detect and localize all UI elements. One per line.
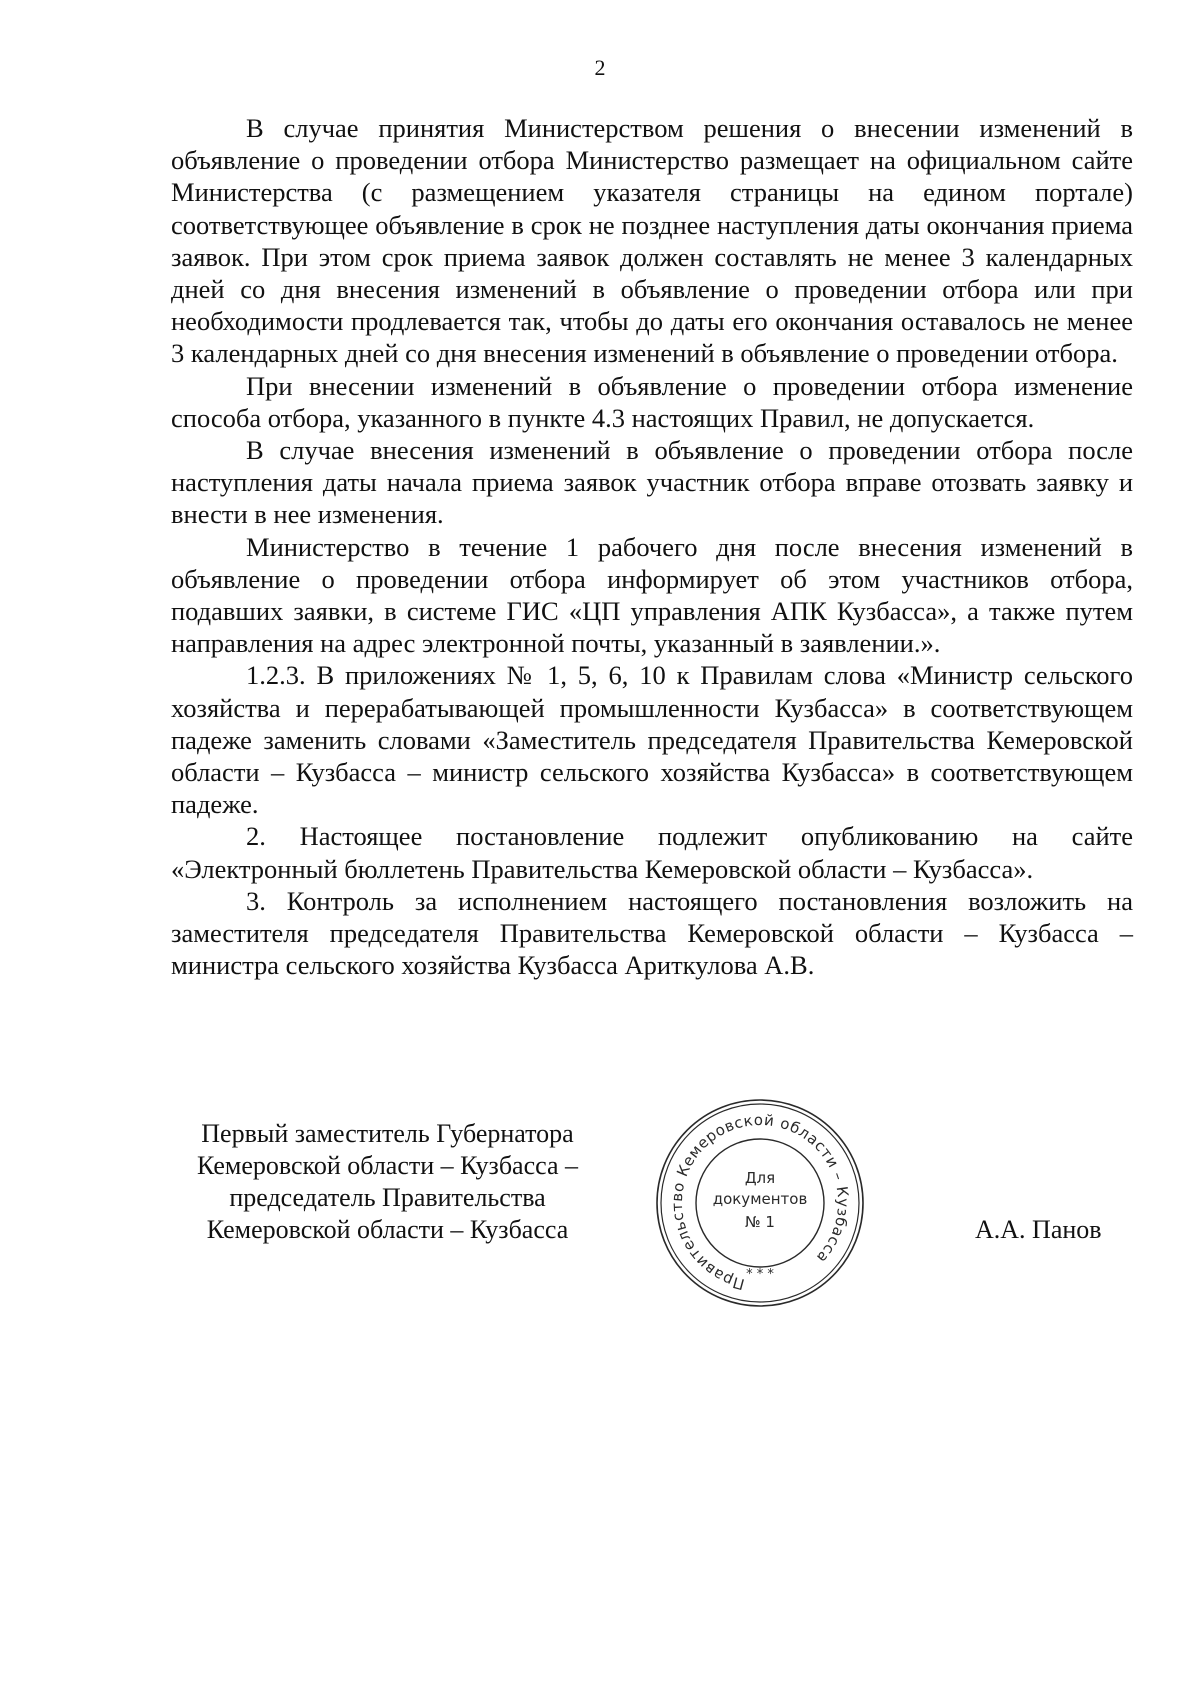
document-body (171, 112, 1133, 981)
seal-center-line: Для (744, 1169, 776, 1187)
official-seal (654, 1097, 866, 1309)
paragraph: Министерство в течение 1 рабочего дня после внесения изменений в объявление о проведении отбора информирует об этом участников отбора, подавших заявки, в системе ГИС «ЦП управления АПК Кузбасса», а также путем направления на адрес электронной почты, указанный в заявлении.». (171, 531, 1133, 659)
page-number: 2 (594, 55, 606, 80)
signer-position (150, 1118, 625, 1246)
paragraph: 1.2.3. В приложениях № 1, 5, 6, 10 к Правилам слова «Министр сельского хозяйства и перерабатывающей промышленности Кузбасса» в соответствующем падеже заменить словами «Заместитель председателя Правительства Кемеровской области – Кузбасса – министр сельского хозяйства Кузбасса» в соответствующем падеже. (171, 660, 1133, 820)
seal-center-line: № 1 (745, 1213, 775, 1231)
seal-ring-text: Правительство Кемеровской области – Кузбасса (667, 1110, 853, 1294)
paragraph: При внесении изменений в объявление о проведении отбора изменение способа отбора, указанного в пункте 4.3 настоящих Правил, не допускается. (171, 370, 1133, 433)
paragraph: В случае внесения изменений в объявление о проведении отбора после наступления даты начала приема заявок участник отбора вправе отозвать заявку и внести в нее изменения. (171, 435, 1133, 530)
seal-center-line: документов (712, 1190, 808, 1208)
paragraph: В случае принятия Министерством решения о внесении изменений в объявление о проведении отбора Министерство размещает на официальном сайте Министерства (с размещением указателя страницы на едином портале) соответствующее объявление в срок не позднее наступления даты окончания приема заявок. При этом срок приема заявок должен составлять не менее 3 календарных дней со дня внесения изменений в объявление о проведении отбора или при необходимости продлевается так, чтобы до даты его окончания оставалось не менее 3 календарных дней со дня внесения изменений в объявление о проведении отбора. (171, 113, 1133, 369)
seal-stars: * * * (746, 1267, 774, 1282)
paragraph: 2. Настоящее постановление подлежит опубликованию на сайте «Электронный бюллетень Правительства Кемеровской области – Кузбасса». (171, 821, 1133, 884)
signer-position-line: председатель Правительства (229, 1183, 546, 1212)
paragraph: 3. Контроль за исполнением настоящего постановления возложить на заместителя председателя Правительства Кемеровской области – Кузбасса – министра сельского хозяйства Кузбасса Ариткулова А.В. (171, 885, 1133, 981)
signer-position-line: Кемеровской области – Кузбасса – (196, 1151, 579, 1180)
signer-name: А.А. Панов (975, 1215, 1102, 1244)
signer-position-line: Кемеровской области – Кузбасса (206, 1215, 569, 1244)
signer-position-line: Первый заместитель Губернатора (201, 1119, 574, 1148)
